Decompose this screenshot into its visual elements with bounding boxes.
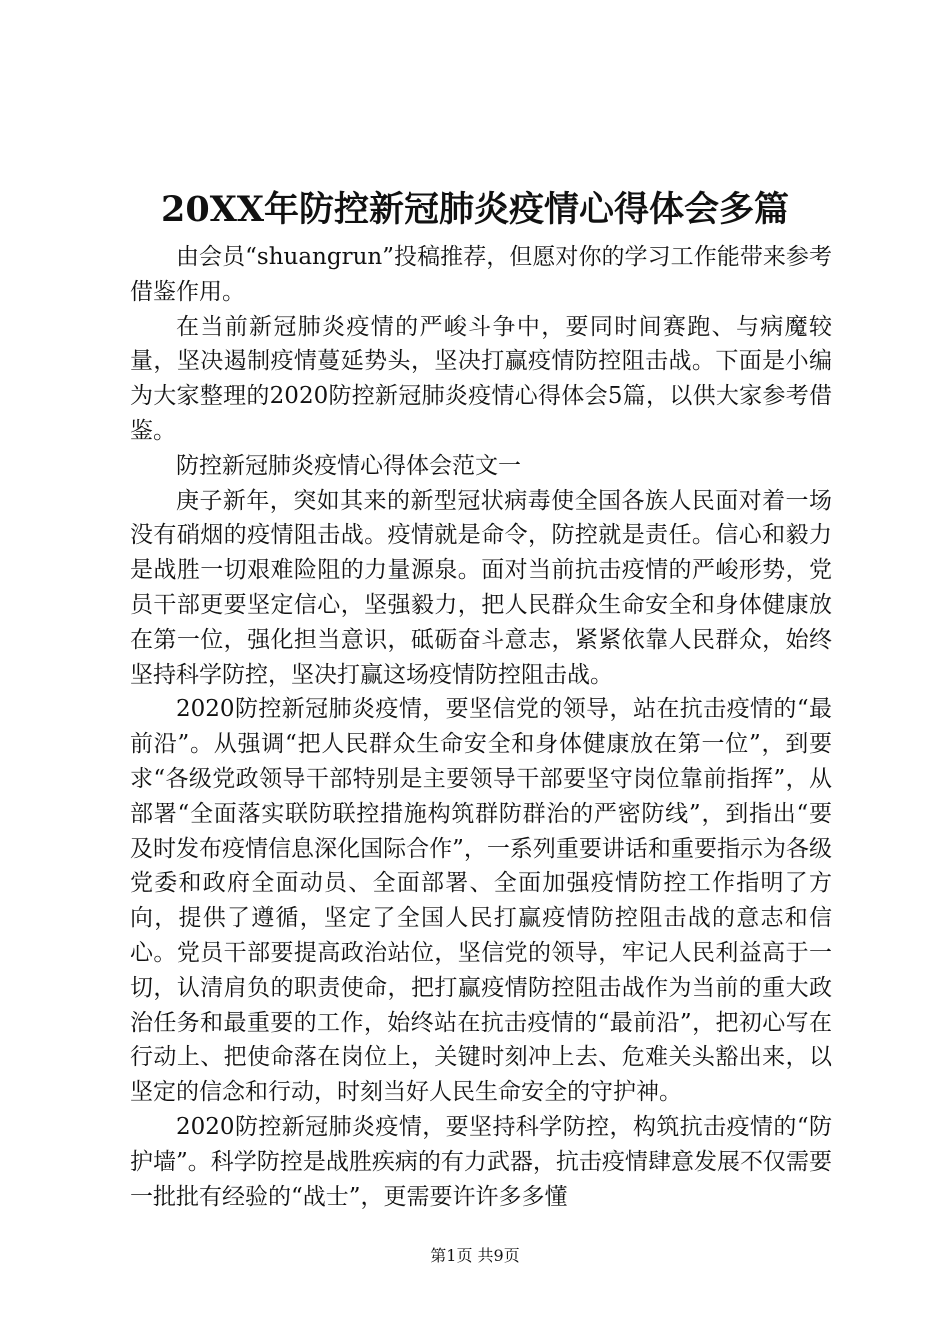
paragraph-body: 庚子新年，突如其来的新型冠状病毒使全国各族人民面对着一场没有硝烟的疫情阻击战。疫情就是命令，防控就是责任。信心和毅力是战胜一切艰难险阻的力量源泉。面对当前抗击疫情的严峻形势，党员干部更要坚定信心，坚强毅力，把人民群众生命安全和身体健康放在第一位，强化担当意识，砥砺奋斗意志，紧紧依靠人民群众，始终坚持科学防控，坚决打赢这场疫情防控阻击战。 — [130, 487, 832, 688]
paragraph-body: 2020防控新冠肺炎疫情，要坚信党的领导，站在抗击疫情的“最前沿”。从强调“把人民群众生命安全和身体健康放在第一位”，到要求“各级党政领导干部特别是主要领导干部要坚守岗位靠前指挥”，从部署“全面落实联防联控措施构筑群防群治的严密防线”，到指出“要及时发布疫情信息深化国际合作”，一系列重要讲话和重要指示为各级党委和政府全面动员、全面部署、全面加强疫情防控工作指明了方向，提供了遵循，坚定了全国人民打赢疫情防控阻击战的意志和信心。党员干部要提高政治站位，坚信党的领导，牢记人民利益高于一切，认清肩负的职责使命，把打赢疫情防控阻击战作为当前的重大政治任务和最重要的工作，始终站在抗击疫情的“最前沿”，把初心写在行动上、把使命落在岗位上，关键时刻冲上去、危难关头豁出来，以坚定的信念和行动，时刻当好人民生命安全的守护神。 — [130, 696, 832, 1106]
paragraph-intro: 由会员“shuangrun”投稿推荐，但愿对你的学习工作能带来参考借鉴作用。 — [130, 244, 832, 305]
section-heading: 防控新冠肺炎疫情心得体会范文一 — [176, 452, 521, 479]
paragraph-overview: 在当前新冠肺炎疫情的严峻斗争中，要同时间赛跑、与病魔较量，坚决遏制疫情蔓延势头，坚决打赢疫情防控阻击战。下面是小编为大家整理的2020防控新冠肺炎疫情心得体会5篇，以供大家参考借鉴。 — [130, 313, 832, 444]
document-body — [130, 240, 832, 1214]
document-title: 20XX年防控新冠肺炎疫情心得体会多篇 — [160, 189, 790, 230]
paragraph-body: 2020防控新冠肺炎疫情，要坚持科学防控，构筑抗击疫情的“防护墙”。科学防控是战胜疾病的有力武器，抗击疫情肆意发展不仅需要一批批有经验的“战士”，更需要许许多多懂 — [130, 1113, 832, 1210]
page-footer: 第1页 共9页 — [430, 1246, 520, 1265]
